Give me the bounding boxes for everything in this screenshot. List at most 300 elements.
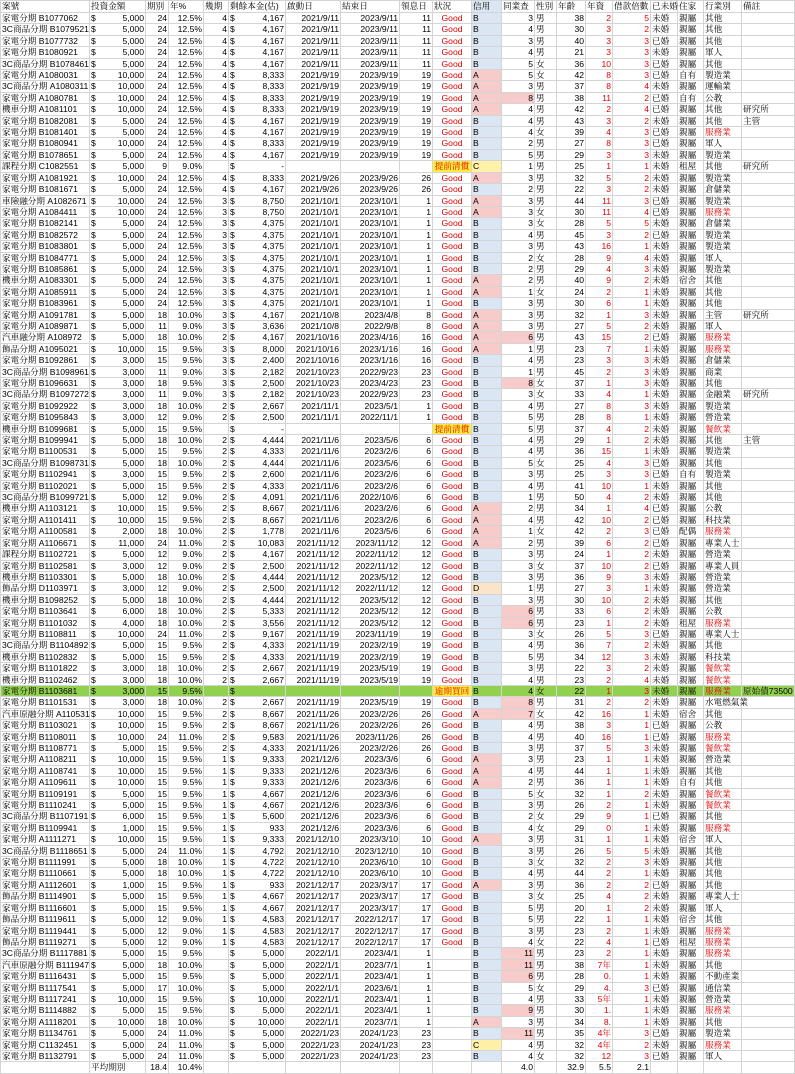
cell-amount xyxy=(90,412,146,423)
table-row[interactable] xyxy=(1,492,795,503)
cell-age: 37 xyxy=(557,378,586,389)
cell-value: 4,792 xyxy=(262,845,284,856)
currency-symbol: $ xyxy=(230,263,235,274)
header-tenure[interactable]: 年資 xyxy=(586,1,613,13)
currency-symbol: $ xyxy=(230,891,235,902)
table-row[interactable] xyxy=(1,594,795,605)
cell-paid-periods xyxy=(204,161,229,172)
cell-note xyxy=(742,959,795,970)
cell-value: 4,375 xyxy=(262,298,284,309)
table-row[interactable] xyxy=(1,788,795,799)
cell-loan-multiple: 3 xyxy=(613,378,651,389)
cell-age: 38 xyxy=(557,92,586,103)
table-row[interactable] xyxy=(1,184,795,195)
table-row[interactable] xyxy=(1,58,795,69)
cell-peer-checks: 2 xyxy=(502,503,535,514)
cell-case-id: 機車分期 A1081101 xyxy=(1,104,90,115)
cell-paid-periods: 2 xyxy=(204,560,229,571)
table-row[interactable] xyxy=(1,879,795,890)
cell-value: 3,000 xyxy=(122,674,144,685)
cell-gender: 男 xyxy=(535,731,557,742)
cell-tenure: 1 xyxy=(586,549,613,560)
cell-gender: 男 xyxy=(535,355,557,366)
cell-amount xyxy=(90,857,146,868)
table-row[interactable] xyxy=(1,366,795,377)
table-row[interactable] xyxy=(1,1039,795,1050)
cell-status: Good xyxy=(433,435,472,446)
cell-loan-multiple: 2 xyxy=(613,549,651,560)
currency-symbol: $ xyxy=(91,298,96,309)
table-row[interactable] xyxy=(1,1005,795,1016)
cell-loan-multiple: 1 xyxy=(613,708,651,719)
table-row[interactable] xyxy=(1,229,795,240)
table-row[interactable] xyxy=(1,457,795,468)
table-row[interactable] xyxy=(1,777,795,788)
cell-case-id: 家電分期 A1108741 xyxy=(1,765,90,776)
cell-end-date: 2023/5/6 xyxy=(341,457,400,468)
cell-end-date: 2023/10/1 xyxy=(341,252,400,263)
table-row[interactable] xyxy=(1,320,795,331)
table-row[interactable] xyxy=(1,857,795,868)
table-row[interactable] xyxy=(1,651,795,662)
cell-residence: 親屬 xyxy=(678,24,704,35)
table-row[interactable] xyxy=(1,446,795,457)
cell-paid-periods xyxy=(204,948,229,959)
cell-marital: 未婚 xyxy=(651,298,678,309)
currency-symbol: $ xyxy=(91,583,96,594)
cell-industry: 運輸業 xyxy=(704,81,742,92)
cell-value: 4,167 xyxy=(262,24,284,35)
table-row[interactable] xyxy=(1,765,795,776)
table-row[interactable] xyxy=(1,195,795,206)
table-row[interactable] xyxy=(1,400,795,411)
cell-gender: 男 xyxy=(535,13,557,24)
cell-amount xyxy=(90,218,146,229)
currency-symbol: $ xyxy=(91,811,96,822)
cell-value: 4,444 xyxy=(262,594,284,605)
table-row[interactable] xyxy=(1,435,795,446)
header-end-date[interactable]: 結束日 xyxy=(341,1,400,13)
cell-interest-day: 1 xyxy=(400,286,433,297)
header-period[interactable]: 期別 xyxy=(146,1,169,13)
cell-value: 5,000 xyxy=(122,35,144,46)
cell-status: Good xyxy=(433,845,472,856)
cell-note xyxy=(742,492,795,503)
table-row[interactable] xyxy=(1,708,795,719)
table-row[interactable] xyxy=(1,891,795,902)
table-row[interactable] xyxy=(1,252,795,263)
cell-value: 10,000 xyxy=(257,993,284,1004)
cell-status: Good xyxy=(433,925,472,936)
header-rate[interactable]: 年% xyxy=(169,1,204,13)
table-row[interactable] xyxy=(1,902,795,913)
cell-end-date: 2024/1/23 xyxy=(341,1039,400,1050)
cell-marital: 未婚 xyxy=(651,583,678,594)
cell-paid-periods: 2 xyxy=(204,571,229,582)
cell-start-date: 2021/11/6 xyxy=(286,492,341,503)
table-row[interactable] xyxy=(1,218,795,229)
cell-status: Good xyxy=(433,514,472,525)
cell-credit: A xyxy=(472,286,502,297)
cell-loan-multiple: 1 xyxy=(613,936,651,947)
header-interest-day[interactable]: 領息日 xyxy=(400,1,433,13)
cell-credit: B xyxy=(472,800,502,811)
cell-status: Good xyxy=(433,492,472,503)
cell-value: 4,722 xyxy=(262,868,284,879)
table-row[interactable] xyxy=(1,24,795,35)
cell-peer-checks: 1 xyxy=(502,492,535,503)
cell-value: 9,333 xyxy=(262,777,284,788)
table-row[interactable] xyxy=(1,1016,795,1027)
cell-end-date: 2023/6/10 xyxy=(341,868,400,879)
cell-rate: 11.0% xyxy=(169,731,204,742)
table-row[interactable] xyxy=(1,81,795,92)
table-row[interactable] xyxy=(1,263,795,274)
table-row[interactable] xyxy=(1,685,795,696)
currency-symbol: $ xyxy=(91,92,96,103)
cell-note xyxy=(742,583,795,594)
header-credit[interactable]: 信用 xyxy=(472,1,502,13)
table-row[interactable] xyxy=(1,845,795,856)
cell-remaining-principal xyxy=(229,161,286,172)
cell-marital: 未婚 xyxy=(651,389,678,400)
table-row[interactable] xyxy=(1,206,795,217)
table-row[interactable] xyxy=(1,1050,795,1061)
header-case-id[interactable]: 案號 xyxy=(1,1,90,13)
table-row[interactable] xyxy=(1,286,795,297)
cell-amount xyxy=(90,617,146,628)
table-row[interactable] xyxy=(1,275,795,286)
cell-status: Good xyxy=(433,343,472,354)
cell-residence: 親屬 xyxy=(678,720,704,731)
cell-residence: 親屬 xyxy=(678,332,704,343)
table-row[interactable] xyxy=(1,868,795,879)
table-row[interactable] xyxy=(1,70,795,81)
currency-symbol: $ xyxy=(91,457,96,468)
table-row[interactable] xyxy=(1,480,795,491)
cell-value: 3,636 xyxy=(262,320,284,331)
table-row[interactable] xyxy=(1,583,795,594)
cell-age: 29 xyxy=(557,982,586,993)
table-row[interactable] xyxy=(1,241,795,252)
cell-credit: A xyxy=(472,309,502,320)
cell-case-id: 家電分期 B1108011 xyxy=(1,731,90,742)
cell-amount xyxy=(90,902,146,913)
cell-marital: 未婚 xyxy=(651,754,678,765)
cell-age: 28 xyxy=(557,252,586,263)
header-age[interactable]: 年齡 xyxy=(557,1,586,13)
cell-loan-multiple: 1 xyxy=(613,412,651,423)
cell-interest-day: 12 xyxy=(400,606,433,617)
cell-start-date: 2021/10/1 xyxy=(286,263,341,274)
cell-marital: 未婚 xyxy=(651,366,678,377)
cell-note xyxy=(742,47,795,58)
table-row[interactable] xyxy=(1,948,795,959)
table-row[interactable] xyxy=(1,993,795,1004)
cell-tenure: 2 xyxy=(586,948,613,959)
cell-rate: 12.5% xyxy=(169,115,204,126)
cell-age: 22 xyxy=(557,685,586,696)
currency-symbol: $ xyxy=(230,218,235,229)
cell-industry: 其他 xyxy=(704,457,742,468)
table-row[interactable] xyxy=(1,47,795,58)
header-industry[interactable]: 行業別 xyxy=(704,1,742,13)
table-row[interactable] xyxy=(1,13,795,24)
cell-note xyxy=(742,35,795,46)
cell-industry: 服務業 xyxy=(704,1005,742,1016)
cell-credit: B xyxy=(472,1005,502,1016)
currency-symbol: $ xyxy=(230,993,235,1004)
table-row[interactable] xyxy=(1,514,795,525)
table-row[interactable] xyxy=(1,925,795,936)
cell-start-date: 2021/10/23 xyxy=(286,378,341,389)
table-row[interactable] xyxy=(1,537,795,548)
cell-rate: 9.0% xyxy=(169,549,204,560)
cell-case-id: 課程分期 B1102721 xyxy=(1,549,90,560)
table-row[interactable] xyxy=(1,412,795,423)
cell-tenure: 16 xyxy=(586,241,613,252)
cell-value: 5,000 xyxy=(122,149,144,160)
cell-loan-multiple: 2 xyxy=(613,332,651,343)
table-row[interactable] xyxy=(1,936,795,947)
cell-status: Good xyxy=(433,868,472,879)
cell-paid-periods: 1 xyxy=(204,891,229,902)
table-row[interactable] xyxy=(1,104,795,115)
table-row[interactable] xyxy=(1,674,795,685)
cell-value: 933 xyxy=(269,879,284,890)
cell-period: 15 xyxy=(146,971,169,982)
currency-symbol: $ xyxy=(230,925,235,936)
cell-marital: 已婚 xyxy=(651,936,678,947)
cell-end-date: 2023/2/19 xyxy=(341,640,400,651)
cell-end-date xyxy=(341,161,400,172)
cell-loan-multiple: 1 xyxy=(613,868,651,879)
cell-rate: 12.5% xyxy=(169,172,204,183)
header-residence[interactable]: 住家 xyxy=(678,1,704,13)
table-row[interactable] xyxy=(1,138,795,149)
table-row[interactable] xyxy=(1,560,795,571)
cell-peer-checks: 3 xyxy=(502,469,535,480)
table-row[interactable] xyxy=(1,469,795,480)
table-row[interactable] xyxy=(1,549,795,560)
table-row[interactable] xyxy=(1,172,795,183)
table-row[interactable] xyxy=(1,743,795,754)
cell-tenure: 4 xyxy=(586,492,613,503)
cell-amount xyxy=(90,560,146,571)
cell-gender: 女 xyxy=(535,685,557,696)
table-row[interactable] xyxy=(1,822,795,833)
table-row[interactable] xyxy=(1,959,795,970)
cell-age: 30 xyxy=(557,1005,586,1016)
cell-amount xyxy=(90,925,146,936)
cell-value: 5,000 xyxy=(122,640,144,651)
cell-residence: 親屬 xyxy=(678,206,704,217)
table-row[interactable] xyxy=(1,982,795,993)
table-row[interactable] xyxy=(1,423,795,434)
cell-gender: 男 xyxy=(535,104,557,115)
cell-peer-checks: 3 xyxy=(502,845,535,856)
cell-age: 43 xyxy=(557,115,586,126)
cell-start-date: 2021/10/1 xyxy=(286,241,341,252)
cell-value: 5,000 xyxy=(122,24,144,35)
table-row[interactable] xyxy=(1,811,795,822)
cell-value: 4,000 xyxy=(122,617,144,628)
cell-note xyxy=(742,868,795,879)
cell-status: Good xyxy=(433,857,472,868)
cell-loan-multiple: 3 xyxy=(613,355,651,366)
cell-value: 10,000 xyxy=(117,720,144,731)
cell-tenure: 4. xyxy=(586,982,613,993)
cell-status xyxy=(433,993,472,1004)
cell-remaining-principal xyxy=(229,127,286,138)
currency-symbol: $ xyxy=(91,366,96,377)
cell-period: 15 xyxy=(146,993,169,1004)
cell-gender: 男 xyxy=(535,777,557,788)
table-row[interactable] xyxy=(1,800,795,811)
table-row[interactable] xyxy=(1,697,795,708)
table-row[interactable] xyxy=(1,35,795,46)
table-row[interactable] xyxy=(1,309,795,320)
cell-age: 32 xyxy=(557,788,586,799)
currency-symbol: $ xyxy=(230,800,235,811)
cell-start-date: 2022/1/1 xyxy=(286,959,341,970)
cell-period: 15 xyxy=(146,765,169,776)
cell-note xyxy=(742,777,795,788)
cell-value: 5,000 xyxy=(122,423,144,434)
cell-value: 2,500 xyxy=(262,560,284,571)
table-row[interactable] xyxy=(1,1028,795,1039)
header-start-date[interactable]: 啟動日 xyxy=(286,1,341,13)
cell-case-id: 家電分期 A1112601 xyxy=(1,879,90,890)
table-row[interactable] xyxy=(1,754,795,765)
cell-case-id: 家電分期 B1102941 xyxy=(1,469,90,480)
cell-rate: 10.0% xyxy=(169,571,204,582)
currency-symbol: $ xyxy=(91,708,96,719)
cell-age: 30 xyxy=(557,206,586,217)
cell-paid-periods: 2 xyxy=(204,651,229,662)
cell-period: 15 xyxy=(146,811,169,822)
table-row[interactable] xyxy=(1,115,795,126)
cell-peer-checks: 4 xyxy=(502,936,535,947)
table-row[interactable] xyxy=(1,971,795,982)
table-row[interactable] xyxy=(1,628,795,639)
header-status[interactable]: 狀況 xyxy=(433,1,472,13)
table-row[interactable] xyxy=(1,343,795,354)
cell-industry: 專業人員 xyxy=(704,560,742,571)
table-row[interactable] xyxy=(1,92,795,103)
cell-peer-checks: 3 xyxy=(502,594,535,605)
table-row[interactable] xyxy=(1,355,795,366)
cell-marital: 未婚 xyxy=(651,252,678,263)
cell-gender: 女 xyxy=(535,206,557,217)
cell-value: 4,333 xyxy=(262,640,284,651)
table-row[interactable] xyxy=(1,834,795,845)
cell-tenure: 4 xyxy=(586,936,613,947)
cell-status: Good xyxy=(433,184,472,195)
cell-value: 4,167 xyxy=(262,47,284,58)
table-row[interactable] xyxy=(1,640,795,651)
cell-end-date: 2023/2/6 xyxy=(341,469,400,480)
currency-symbol: $ xyxy=(91,514,96,525)
header-paid-periods[interactable]: 幾期 xyxy=(204,1,229,13)
currency-symbol: $ xyxy=(91,800,96,811)
cell-paid-periods xyxy=(204,685,229,696)
cell-peer-checks: 4 xyxy=(502,685,535,696)
currency-symbol: $ xyxy=(91,822,96,833)
table-row[interactable] xyxy=(1,298,795,309)
table-row[interactable] xyxy=(1,914,795,925)
cell-amount xyxy=(90,320,146,331)
cell-period: 18 xyxy=(146,526,169,537)
cell-interest-day: 23 xyxy=(400,1039,433,1050)
cell-paid-periods: 1 xyxy=(204,868,229,879)
table-row[interactable] xyxy=(1,571,795,582)
cell-interest-day: 6 xyxy=(400,754,433,765)
cell-value: 5,600 xyxy=(262,811,284,822)
table-row[interactable] xyxy=(1,720,795,731)
cell-industry: 其他 xyxy=(704,275,742,286)
cell-credit: B xyxy=(472,685,502,696)
cell-rate: 10.0% xyxy=(169,309,204,320)
cell-status: Good xyxy=(433,617,472,628)
currency-symbol: $ xyxy=(91,777,96,788)
cell-residence: 租屋 xyxy=(678,617,704,628)
table-row[interactable] xyxy=(1,378,795,389)
cell-case-id: 飾品分期 B1119611 xyxy=(1,914,90,925)
header-peer-checks[interactable]: 同業查 xyxy=(502,1,535,13)
cell-industry: 其他 xyxy=(704,492,742,503)
table-row[interactable] xyxy=(1,503,795,514)
cell-case-id: 3C商品分期 A1080311 xyxy=(2,81,89,92)
header-remaining-principal[interactable]: 剩餘本金(估) xyxy=(229,1,286,13)
cell-status: Good xyxy=(433,663,472,674)
cell-residence: 親屬 xyxy=(678,571,704,582)
cell-status: Good xyxy=(433,480,472,491)
cell-paid-periods: 4 xyxy=(204,138,229,149)
cell-note xyxy=(742,549,795,560)
header-note[interactable]: 備註 xyxy=(742,1,795,13)
table-row[interactable] xyxy=(1,127,795,138)
cell-remaining-principal xyxy=(229,104,286,115)
cell-industry: 服務業 xyxy=(704,685,742,696)
cell-end-date: 2023/6/1 xyxy=(341,982,400,993)
header-gender[interactable]: 性別 xyxy=(535,1,557,13)
cell-status: 提前清償 xyxy=(433,161,472,172)
header-marital[interactable]: 已未婚 xyxy=(652,1,678,11)
table-row[interactable] xyxy=(1,332,795,343)
cell-rate: 9.5% xyxy=(169,879,204,890)
table-row[interactable] xyxy=(1,389,795,400)
cell-marital: 未婚 xyxy=(651,959,678,970)
table-row[interactable] xyxy=(1,617,795,628)
table-row[interactable] xyxy=(1,731,795,742)
cell-case-id: 家電分期 B1103021 xyxy=(1,720,90,731)
header-amount[interactable]: 投資金額 xyxy=(90,1,146,13)
cell-interest-day: 1 xyxy=(400,252,433,263)
cell-remaining-principal xyxy=(229,811,286,822)
table-row[interactable] xyxy=(1,606,795,617)
table-row[interactable] xyxy=(1,526,795,537)
table-row[interactable] xyxy=(1,161,795,172)
cell-status: Good xyxy=(433,115,472,126)
table-row[interactable] xyxy=(1,149,795,160)
table-row[interactable] xyxy=(1,663,795,674)
cell-amount xyxy=(90,469,146,480)
cell-amount xyxy=(90,526,146,537)
header-loan-multiple[interactable]: 借款倍數 xyxy=(613,1,651,13)
cell-marital: 已婚 xyxy=(651,206,678,217)
cell-amount xyxy=(90,936,146,947)
